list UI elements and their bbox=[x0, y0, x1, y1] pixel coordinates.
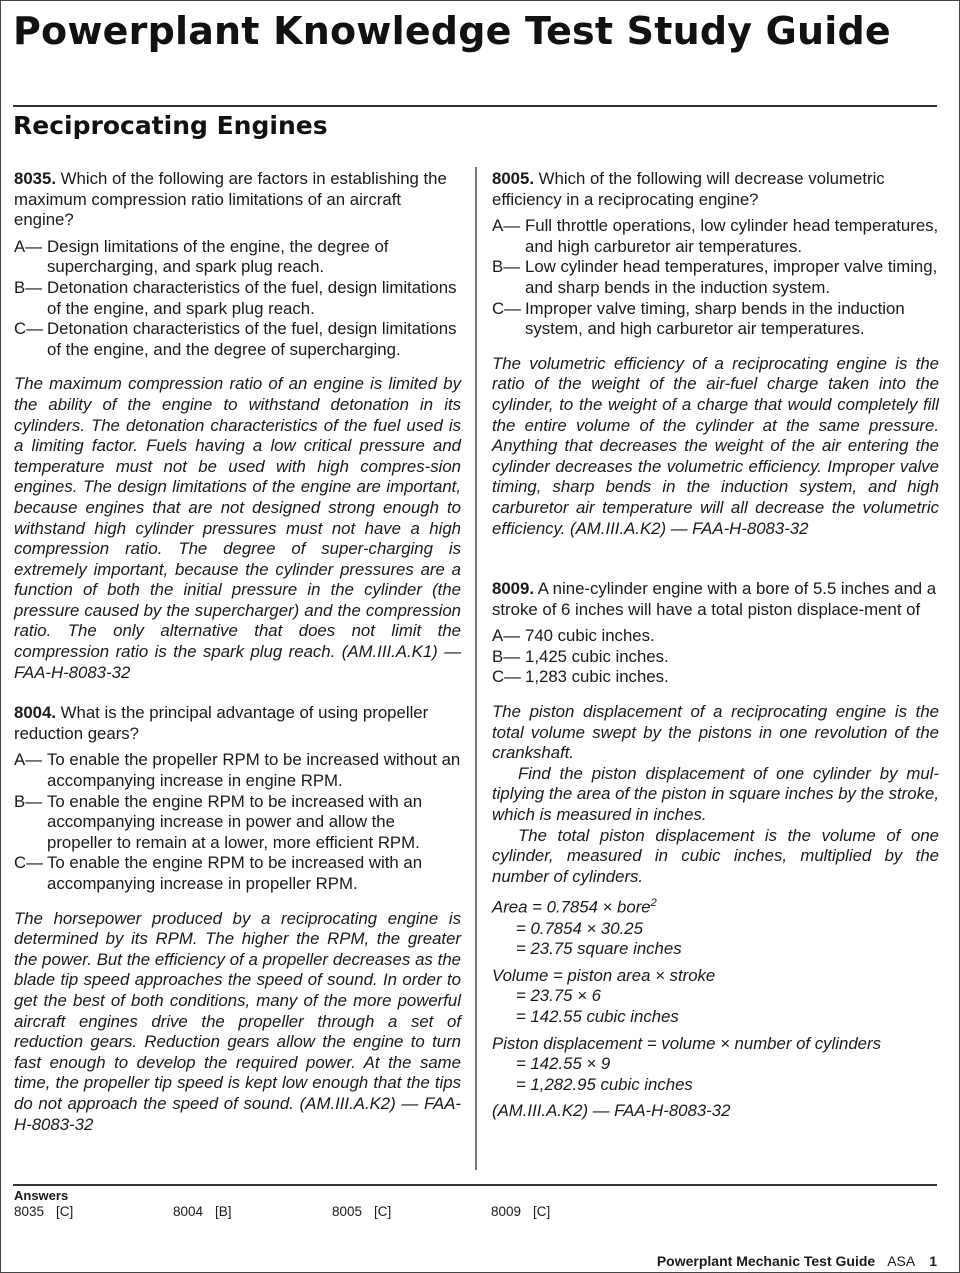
calc-line: Volume = piston area × stroke bbox=[492, 965, 716, 985]
question-8035 bbox=[14, 169, 461, 231]
calc-line bbox=[492, 893, 939, 918]
option-text: 1,283 cubic inches. bbox=[525, 667, 669, 687]
answer-key: [C] bbox=[56, 1204, 74, 1219]
calc-line: = 1,282.95 cubic inches bbox=[516, 1074, 693, 1094]
calc-line: = 23.75 square inches bbox=[516, 939, 682, 959]
page-footer bbox=[657, 1253, 937, 1269]
answer-question: 8035 bbox=[14, 1204, 45, 1219]
question-block-8009 bbox=[492, 579, 939, 1122]
option-text: To enable the engine RPM to be increased with an accompanying increase in propeller RPM. bbox=[47, 853, 423, 893]
options-list bbox=[14, 750, 461, 894]
question-8005 bbox=[492, 169, 939, 210]
displacement-calculation bbox=[492, 1034, 939, 1096]
option-c bbox=[492, 299, 939, 340]
answer-key: [B] bbox=[215, 1204, 232, 1219]
answer-item bbox=[14, 1204, 73, 1219]
option-letter: C— bbox=[492, 298, 521, 318]
option-b bbox=[14, 278, 461, 319]
option-a bbox=[492, 216, 939, 257]
option-c bbox=[14, 853, 461, 894]
calc-line: = 23.75 × 6 bbox=[516, 986, 601, 1006]
question-number: 8009. bbox=[492, 579, 534, 599]
question-number: 8004. bbox=[14, 703, 56, 723]
calc-line: = 142.55 cubic inches bbox=[516, 1006, 679, 1026]
answer-question: 8004 bbox=[173, 1204, 204, 1219]
question-text: A nine-cylinder engine with a bore of 5.5 inches and a stroke of 6 inches will have a total piston displace-ment of bbox=[492, 579, 937, 619]
explanation-8009-p3: The total piston displacement is the volume of one cylinder, measured in cubic inches, multiplied by the number of cylinders. bbox=[492, 825, 939, 886]
page-number: 1 bbox=[929, 1253, 937, 1269]
header-rule bbox=[13, 105, 937, 107]
question-number: 8005. bbox=[492, 169, 534, 188]
options-list bbox=[14, 237, 461, 361]
answers-label: Answers bbox=[14, 1188, 69, 1203]
option-text: To enable the engine RPM to be increased with an accompanying increase in power and allow the propeller to remain at a lower, more efficient RPM. bbox=[47, 791, 423, 852]
option-letter: B— bbox=[14, 791, 42, 811]
answers-rule bbox=[13, 1184, 937, 1186]
explanation-8004: The horsepower produced by a reciprocating engine is determined by its RPM. The higher the RPM, the greater the power. But the efficiency of a propeller decreases as the blade tip speed approaches the speed of sound. In order to get the best of both conditions, many of the more powerful aircraft engines drive the propeller through a set of reduction gears. Reduction gears allow the engine to turn fast enough to develop the required power. At the same time, the propeller tip speed is kept low enough that the tips do not approach the speed of sound. (AM.III.A.K2) — FAA-H-8083-32 bbox=[14, 908, 461, 1134]
spacer bbox=[492, 559, 939, 579]
explanation-8009-p2: Find the piston displacement of one cylinder by mul-tiplying the area of the piston in square inches by the stroke, which is measured in inches. bbox=[492, 763, 939, 825]
question-text: Which of the following will decrease volumetric efficiency in a reciprocating engine? bbox=[492, 169, 885, 209]
option-letter: B— bbox=[492, 257, 520, 277]
question-block-8005 bbox=[492, 169, 939, 539]
answer-item bbox=[173, 1204, 232, 1219]
option-c bbox=[14, 319, 461, 360]
calc-text: Area = 0.7854 × bore bbox=[492, 898, 651, 917]
option-letter: A— bbox=[492, 626, 520, 646]
option-letter: A— bbox=[14, 750, 42, 770]
option-a bbox=[492, 626, 939, 647]
answer-item bbox=[332, 1204, 391, 1219]
calc-line: Piston displacement = volume × number of cylinders bbox=[492, 1033, 881, 1053]
explanation-8005: The volumetric efficiency of a reciprocating engine is the ratio of the weight of the air-fuel charge taken into the cylinder, to the weight of a charge that would completely fill the entire volume of the cylinder at the same pressure. Anything that decreases the weight of the air entering the cylinder decreases the volumetric efficiency. Improper valve timing, sharp bends in the induction system, and high carburetor air temperature will all decrease the volumetric efficiency. (AM.III.A.K2) — FAA-H-8083-32 bbox=[492, 353, 939, 538]
right-column bbox=[492, 169, 939, 1122]
option-text: Low cylinder head temperatures, improper valve timing, and sharp bends in the induction system. bbox=[525, 257, 938, 297]
option-text: Detonation characteristics of the fuel, design limitations of the engine, and the degree of supercharging. bbox=[47, 319, 457, 359]
area-calculation bbox=[492, 893, 939, 959]
option-text: 1,425 cubic inches. bbox=[525, 646, 669, 666]
volume-calculation bbox=[492, 966, 939, 1028]
answer-key: [C] bbox=[374, 1204, 392, 1219]
answer-question: 8005 bbox=[332, 1204, 363, 1219]
option-a bbox=[14, 237, 461, 278]
explanation-8035: The maximum compression ratio of an engine is limited by the ability of the engine to withstand detonation in its cylinders. The detonation characteristics of the fuel used is a limiting factor. Fuels having a low critical pressure and temperature must not be used with high compres-sion engines. The design limitations of the engine are important, because engines that are not designed strong enough to withstand high cylinder pressures must not have a high compression ratio. The degree of super-charging is extremely important, because the cylinder pressures are a function of both the initial pressure in the cylinder (the pressure caused by the supercharger) and the compression ratio. The only alternative that does not limit the compression ratio is the spark plug reach. (AM.III.A.K1) — FAA-H-8083-32 bbox=[14, 374, 461, 682]
option-text: 740 cubic inches. bbox=[525, 626, 655, 646]
question-block-8035 bbox=[14, 169, 461, 683]
left-column bbox=[14, 169, 461, 1135]
option-letter: C— bbox=[14, 853, 43, 873]
option-c bbox=[492, 667, 939, 688]
explanation-8009-p1: The piston displacement of a reciprocating engine is the total volume swept by the pistons in one revolution of the crankshaft. bbox=[492, 702, 939, 763]
question-8004 bbox=[14, 703, 461, 744]
answer-item bbox=[491, 1204, 550, 1219]
option-letter: A— bbox=[14, 236, 42, 256]
answer-question: 8009 bbox=[491, 1204, 522, 1219]
superscript: 2 bbox=[650, 897, 657, 910]
option-a bbox=[14, 750, 461, 791]
option-letter: A— bbox=[492, 216, 520, 236]
question-text: Which of the following are factors in establishing the maximum compression ratio limitations of an aircraft engine? bbox=[14, 169, 447, 230]
calc-line: = 0.7854 × 30.25 bbox=[516, 918, 643, 938]
footer-title: Powerplant Mechanic Test Guide bbox=[656, 1253, 876, 1269]
section-title: Reciprocating Engines bbox=[13, 111, 328, 140]
footer-publisher: ASA bbox=[887, 1253, 916, 1269]
reference-citation: (AM.III.A.K2) — FAA-H-8083-32 bbox=[492, 1101, 731, 1121]
options-list bbox=[492, 216, 939, 340]
question-8009 bbox=[492, 579, 939, 620]
option-text: Improper valve timing, sharp bends in the induction system, and high carburetor air temperatures. bbox=[525, 298, 905, 339]
option-letter: C— bbox=[492, 667, 521, 687]
option-b bbox=[492, 257, 939, 298]
option-letter: B— bbox=[14, 277, 42, 297]
calc-line: = 142.55 × 9 bbox=[516, 1054, 611, 1074]
option-text: To enable the propeller RPM to be increased without an accompanying increase in engine RPM. bbox=[47, 750, 461, 791]
option-b bbox=[492, 647, 939, 668]
option-b bbox=[14, 792, 461, 854]
question-number: 8035. bbox=[14, 169, 56, 188]
question-text: What is the principal advantage of using propeller reduction gears? bbox=[14, 703, 429, 743]
option-text: Full throttle operations, low cylinder head temperatures, and high carburetor air temperatures. bbox=[525, 216, 939, 256]
option-text: Detonation characteristics of the fuel, design limitations of the engine, and spark plug reach. bbox=[47, 277, 457, 318]
option-letter: C— bbox=[14, 319, 43, 339]
page-title: Powerplant Knowledge Test Study Guide bbox=[13, 9, 891, 53]
calculation bbox=[492, 893, 939, 1122]
column-divider bbox=[475, 167, 477, 1170]
option-letter: B— bbox=[492, 646, 520, 666]
options-list bbox=[492, 626, 939, 688]
question-block-8004 bbox=[14, 703, 461, 1135]
answer-key: [C] bbox=[533, 1204, 551, 1219]
option-text: Design limitations of the engine, the degree of supercharging, and spark plug reach. bbox=[47, 236, 389, 277]
